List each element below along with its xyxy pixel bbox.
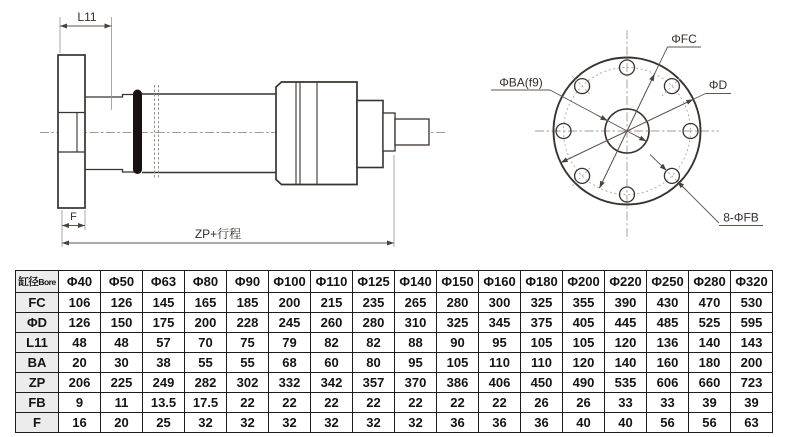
table-cell: 33 [605,393,647,413]
table-cell: 525 [689,313,731,333]
table-row-label: F [16,413,59,433]
table-column-header: Φ100 [269,271,311,293]
table-cell: 105 [521,333,563,353]
table-cell: 136 [647,333,689,353]
table-cell: 13.5 [143,393,185,413]
table-cell: 11 [101,393,143,413]
table-cell: 200 [185,313,227,333]
table-cell: 660 [689,373,731,393]
table-cell: 606 [647,373,689,393]
table-cell: 36 [479,413,521,433]
table-cell: 342 [311,373,353,393]
table-cell: 260 [311,313,353,333]
table-cell: 20 [59,353,101,373]
table-cell: 280 [353,313,395,333]
table-cell: 110 [479,353,521,373]
table-cell: 430 [647,293,689,313]
table-row [16,333,773,353]
table-row [16,293,773,313]
table-cell: 40 [563,413,605,433]
table-cell: 48 [101,333,143,353]
callout-fb [650,155,763,226]
table-cell: 68 [269,353,311,373]
table-cell: 56 [689,413,731,433]
table-cell: 325 [437,313,479,333]
table-cell: 22 [353,393,395,413]
table-cell: 245 [269,313,311,333]
seal-ring [133,90,142,175]
callout-fb-label: 8-ΦFB [723,210,759,225]
table-row [16,313,773,333]
table-row [16,393,773,413]
table-cell: 145 [143,293,185,313]
table-column-header: Φ250 [647,271,689,293]
table-row-label: ΦD [16,313,59,333]
cylinder-side-view [40,10,447,247]
table-column-header: Φ90 [227,271,269,293]
table-cell: 180 [689,353,731,373]
table-cell: 22 [269,393,311,413]
table-cell: 355 [563,293,605,313]
table-column-header: Φ320 [731,271,773,293]
table-cell: 485 [647,313,689,333]
table-cell: 56 [647,413,689,433]
table-cell: 63 [731,413,773,433]
table-column-header: Φ180 [521,271,563,293]
table-cell: 235 [353,293,395,313]
table-cell: 60 [311,353,353,373]
table-cell: 32 [353,413,395,433]
table-row-label: ZP [16,373,59,393]
table-cell: 175 [143,313,185,333]
table-corner-cell: 缸径Bore [16,271,59,293]
table-cell: 445 [605,313,647,333]
table-cell: 32 [395,413,437,433]
table-cell: 595 [731,313,773,333]
table-cell: 143 [731,333,773,353]
table-cell: 386 [437,373,479,393]
table-cell: 48 [59,333,101,353]
table-column-header: Φ80 [185,271,227,293]
table-column-header: Φ280 [689,271,731,293]
flange-front-view [491,30,763,240]
table-cell: 26 [563,393,605,413]
table-cell: 106 [59,293,101,313]
table-cell: 80 [353,353,395,373]
table-cell: 405 [563,313,605,333]
table-cell: 57 [143,333,185,353]
table-cell: 33 [647,393,689,413]
dimension-l11-label: L11 [77,10,97,24]
table-cell: 140 [689,333,731,353]
table-row [16,413,773,433]
table-cell: 25 [143,413,185,433]
dimension-table [15,270,772,430]
table-cell: 357 [353,373,395,393]
dimension-f [62,210,85,247]
table-cell: 55 [227,353,269,373]
table-row-label: L11 [16,333,59,353]
table-cell: 535 [605,373,647,393]
table-column-header: Φ140 [395,271,437,293]
table-cell: 282 [185,373,227,393]
table-cell: 165 [185,293,227,313]
table-cell: 22 [227,393,269,413]
table-cell: 200 [269,293,311,313]
table-cell: 26 [521,393,563,413]
table-cell: 22 [437,393,479,413]
table-cell: 55 [185,353,227,373]
table-cell: 325 [521,293,563,313]
table-cell: 75 [227,333,269,353]
table-cell: 160 [647,353,689,373]
table-cell: 39 [689,393,731,413]
table-cell: 225 [101,373,143,393]
table-cell: 310 [395,313,437,333]
table-column-header: Φ125 [353,271,395,293]
table-column-header: Φ200 [563,271,605,293]
table-cell: 32 [185,413,227,433]
table-cell: 530 [731,293,773,313]
table-cell: 300 [479,293,521,313]
table-cell: 32 [269,413,311,433]
table-cell: 22 [311,393,353,413]
table-cell: 17.5 [185,393,227,413]
table-column-header: Φ50 [101,271,143,293]
table-cell: 110 [521,353,563,373]
table-column-header: Φ40 [59,271,101,293]
table-row [16,373,773,393]
table-cell: 39 [731,393,773,413]
dimension-zp-label: ZP+行程 [194,227,242,241]
table-column-header: Φ150 [437,271,479,293]
table-cell: 228 [227,313,269,333]
table-cell: 95 [395,353,437,373]
table-cell: 22 [395,393,437,413]
table-cell: 215 [311,293,353,313]
table-column-header: Φ220 [605,271,647,293]
table-cell: 723 [731,373,773,393]
table-cell: 390 [605,293,647,313]
table-cell: 200 [731,353,773,373]
dimension-table-grid [15,270,773,433]
table-column-header: Φ160 [479,271,521,293]
table-cell: 82 [311,333,353,353]
table-header-row [16,271,773,293]
table-row [16,353,773,373]
table-cell: 126 [101,293,143,313]
table-cell: 9 [59,393,101,413]
callout-d-label: ΦD [708,78,728,92]
table-cell: 38 [143,353,185,373]
table-cell: 22 [479,393,521,413]
callout-ba-label: ΦBA(f9) [499,75,543,90]
table-cell: 95 [479,333,521,353]
table-cell: 185 [227,293,269,313]
table-cell: 249 [143,373,185,393]
table-cell: 105 [563,333,605,353]
table-cell: 32 [311,413,353,433]
table-cell: 40 [605,413,647,433]
table-cell: 280 [437,293,479,313]
table-cell: 470 [689,293,731,313]
table-cell: 36 [437,413,479,433]
table-cell: 345 [479,313,521,333]
table-cell: 105 [437,353,479,373]
table-row-label: FC [16,293,59,313]
table-cell: 120 [605,333,647,353]
table-cell: 150 [101,313,143,333]
table-cell: 32 [227,413,269,433]
table-cell: 20 [101,413,143,433]
callout-fc-label: ΦFC [671,32,697,46]
table-cell: 16 [59,413,101,433]
table-cell: 302 [227,373,269,393]
table-cell: 206 [59,373,101,393]
table-cell: 82 [353,333,395,353]
table-cell: 450 [521,373,563,393]
table-cell: 140 [605,353,647,373]
table-cell: 90 [437,333,479,353]
table-row-label: BA [16,353,59,373]
table-column-header: Φ110 [311,271,353,293]
table-row-label: FB [16,393,59,413]
table-cell: 490 [563,373,605,393]
table-cell: 265 [395,293,437,313]
table-cell: 370 [395,373,437,393]
table-column-header: Φ63 [143,271,185,293]
piston-rod [395,119,429,145]
table-cell: 79 [269,333,311,353]
table-cell: 88 [395,333,437,353]
callout-fc [599,32,701,188]
table-cell: 126 [59,313,101,333]
table-cell: 332 [269,373,311,393]
table-cell: 406 [479,373,521,393]
table-cell: 120 [563,353,605,373]
table-cell: 36 [521,413,563,433]
table-cell: 375 [521,313,563,333]
dimension-f-label: F [70,211,77,223]
table-cell: 70 [185,333,227,353]
flange-plate [58,55,85,208]
table-cell: 30 [101,353,143,373]
